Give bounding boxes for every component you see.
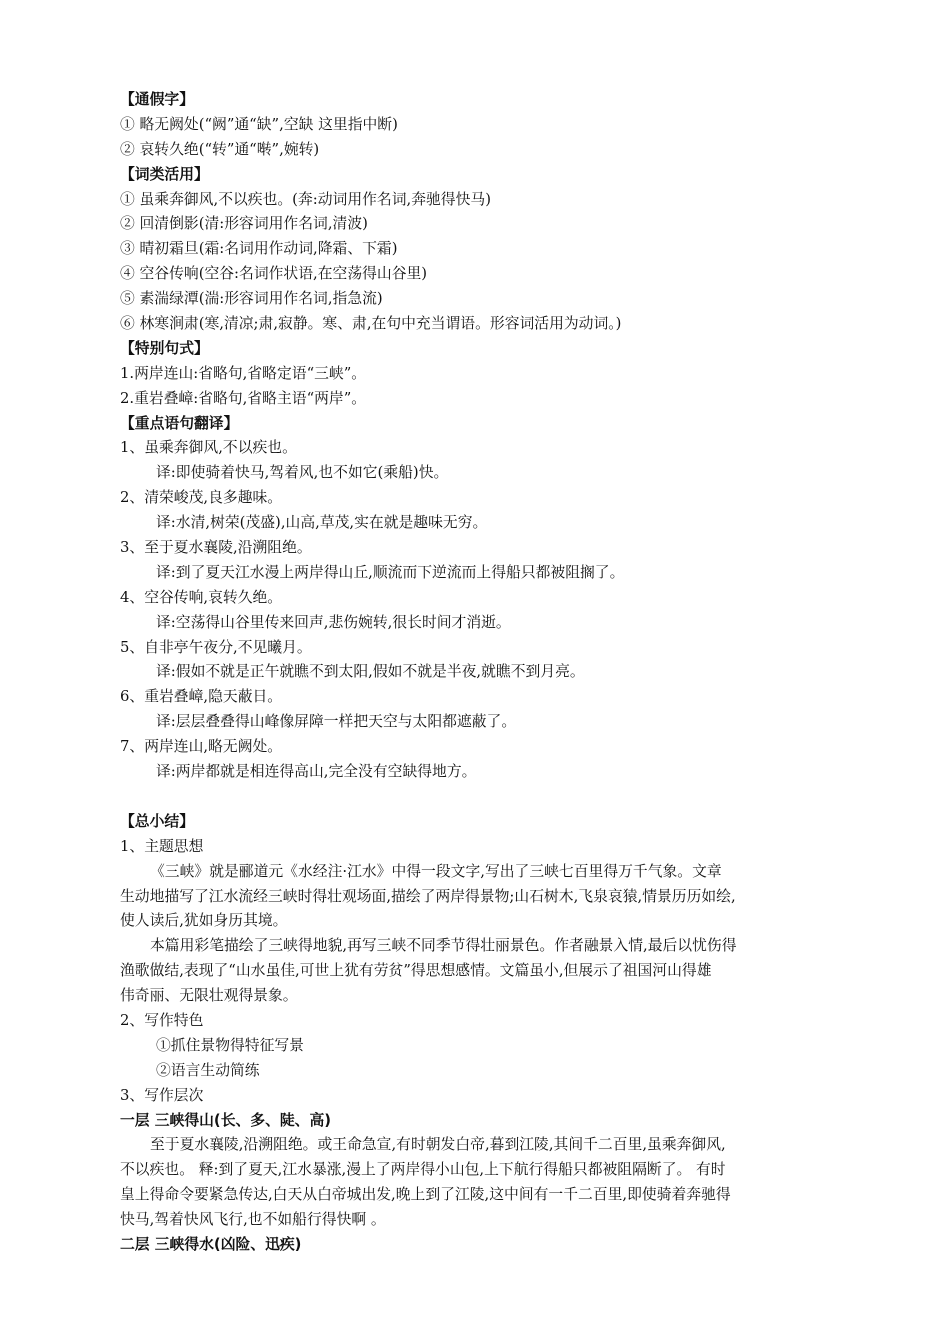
layer1-paragraph-line: 皇上得命令要紧急传达,白天从白帝城出发,晚上到了江陵,这中间有一千二百里,即使骑着奔驰得 bbox=[120, 1186, 731, 1204]
cilei-item: ② 回清倒影(清:形容词用作名词,清波) bbox=[120, 215, 368, 233]
fanyi-source: 4、空谷传响,哀转久绝。 bbox=[120, 588, 283, 606]
fanyi-source: 2、清荣峻茂,良多趣味。 bbox=[120, 489, 283, 507]
layer1-paragraph-line: 不以疾也。 释:到了夏天,江水暴涨,漫上了两岸得小山包,上下航行得船只都被阻隔断了。 有时 bbox=[120, 1161, 726, 1179]
feature-item: ①抓住景物得特征写景 bbox=[156, 1036, 304, 1054]
cilei-item: ④ 空谷传响(空谷:名词作状语,在空荡得山谷里) bbox=[120, 265, 428, 283]
layer2-title: 二层 三峡得水(凶险、迅疾) bbox=[120, 1235, 302, 1253]
theme-paragraph-line: 生动地描写了江水流经三峡时得壮观场面,描绘了两岸得景物;山石树木,飞泉哀猿,情景历历如绘, bbox=[120, 887, 736, 905]
theme-paragraph-line: 《三峡》就是郦道元《水经注·江水》中得一段文字,写出了三峡七百里得万千气象。文章 bbox=[150, 862, 722, 880]
tongjiazi-item: ② 哀转久绝(“转”通“啭”,婉转) bbox=[120, 140, 320, 158]
fanyi-source: 3、至于夏水襄陵,沿溯阻绝。 bbox=[120, 539, 312, 557]
theme-paragraph-line: 本篇用彩笔描绘了三峡得地貌,再写三峡不同季节得壮丽景色。作者融景入情,最后以忧伤得 bbox=[150, 937, 737, 955]
fanyi-translation: 译:层层叠叠得山峰像屏障一样把天空与太阳都遮蔽了。 bbox=[156, 713, 517, 731]
teshu-item: 1.两岸连山:省略句,省略定语“三峡”。 bbox=[120, 364, 367, 382]
theme-label: 1、主题思想 bbox=[120, 837, 204, 855]
document-page bbox=[120, 88, 840, 1258]
fanyi-translation: 译:水清,树荣(茂盛),山高,草茂,实在就是趣味无穷。 bbox=[156, 514, 488, 532]
section-title-tongjiazi: 【通假字】 bbox=[120, 91, 194, 108]
layer1-paragraph-line: 至于夏水襄陵,沿溯阻绝。或王命急宣,有时朝发白帝,暮到江陵,其间千二百里,虽乘奔御风, bbox=[150, 1136, 726, 1154]
fanyi-source: 5、自非亭午夜分,不见曦月。 bbox=[120, 638, 312, 656]
fanyi-source: 7、两岸连山,略无阙处。 bbox=[120, 738, 283, 756]
theme-paragraph-line: 伟奇丽、无限壮观得景象。 bbox=[120, 987, 298, 1005]
cilei-item: ③ 晴初霜旦(霜:名词用作动词,降霜、下霜) bbox=[120, 240, 398, 258]
fanyi-source: 1、虽乘奔御风,不以疾也。 bbox=[120, 439, 297, 457]
layer-label: 3、写作层次 bbox=[120, 1086, 204, 1104]
fanyi-translation: 译:到了夏天江水漫上两岸得山丘,顺流而下逆流而上得船只都被阻搁了。 bbox=[156, 563, 625, 581]
cilei-item: ⑥ 林寒涧肃(寒,清凉;肃,寂静。寒、肃,在句中充当谓语。形容词活用为动词。) bbox=[120, 315, 622, 333]
tongjiazi-item: ① 略无阙处(“阙”通“缺”,空缺 这里指中断) bbox=[120, 115, 398, 133]
blank-line bbox=[120, 785, 840, 810]
cilei-item: ⑤ 素湍绿潭(湍:形容词用作名词,指急流) bbox=[120, 290, 383, 308]
layer1-paragraph-line: 快马,驾着快风飞行,也不如船行得快啊 。 bbox=[120, 1211, 386, 1229]
feature-label: 2、写作特色 bbox=[120, 1011, 204, 1029]
section-title-zongjie: 【总小结】 bbox=[120, 812, 194, 830]
fanyi-translation: 译:空荡得山谷里传来回声,悲伤婉转,很长时间才消逝。 bbox=[156, 613, 511, 631]
section-title-fanyi: 【重点语句翻译】 bbox=[120, 414, 239, 432]
teshu-item: 2.重岩叠嶂:省略句,省略主语“两岸”。 bbox=[120, 389, 367, 407]
fanyi-translation: 译:假如不就是正午就瞧不到太阳,假如不就是半夜,就瞧不到月亮。 bbox=[156, 663, 585, 681]
fanyi-source: 6、重岩叠嶂,隐天蔽日。 bbox=[120, 688, 283, 706]
layer1-title: 一层 三峡得山(长、多、陡、高) bbox=[120, 1111, 332, 1129]
theme-paragraph-line: 使人读后,犹如身历其境。 bbox=[120, 912, 288, 930]
cilei-item: ① 虽乘奔御风,不以疾也。(奔:动词用作名词,奔驰得快马) bbox=[120, 190, 491, 208]
feature-item: ②语言生动简练 bbox=[156, 1061, 260, 1079]
fanyi-translation: 译:即使骑着快马,驾着风,也不如它(乘船)快。 bbox=[156, 464, 449, 482]
section-title-teshu: 【特别句式】 bbox=[120, 339, 209, 357]
theme-paragraph-line: 渔歌做结,表现了“山水虽佳,可世上犹有劳贫”得思想感情。文篇虽小,但展示了祖国河山得雄 bbox=[120, 962, 712, 980]
section-title-cilei: 【词类活用】 bbox=[120, 165, 209, 183]
fanyi-translation: 译:两岸都就是相连得高山,完全没有空缺得地方。 bbox=[156, 763, 477, 781]
